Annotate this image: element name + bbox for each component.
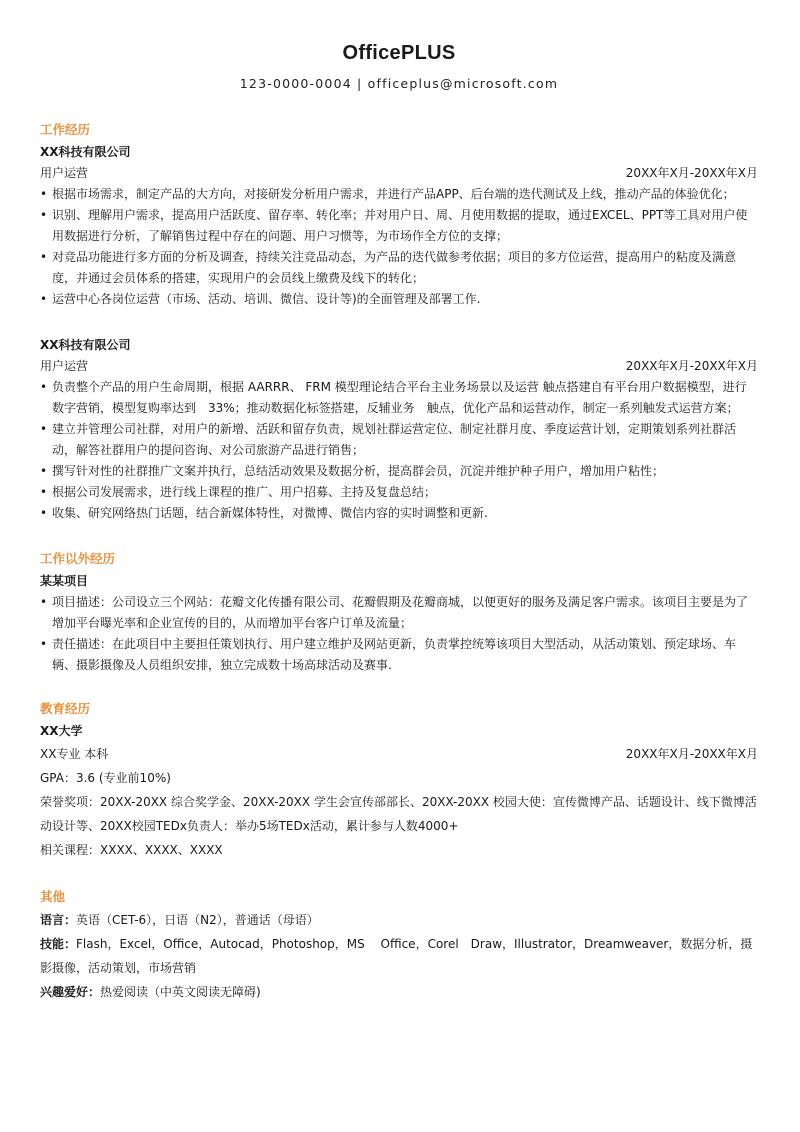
skills-line	[40, 932, 758, 980]
job-role-row	[40, 163, 758, 184]
language-value: 英语（CET-6），日语（N2），普通话（母语）	[76, 913, 319, 927]
education-section-title: 教育经历	[40, 701, 91, 716]
contact-line: 123-0000-0004 | officeplus@microsoft.com	[239, 76, 559, 91]
school-name: XX大学	[40, 724, 83, 738]
skills-label: 技能：	[40, 937, 77, 951]
hobby-line	[40, 980, 758, 1004]
hobby-value: 热爱阅读（中英文阅读无障碍)	[100, 985, 261, 999]
list-item: • 收集、研究网络热门话题，结合新媒体特性，对微博、微信内容的实时调整和更新.	[40, 503, 758, 524]
list-item: • 识别、理解用户需求，提高用户活跃度、留存率、转化率；并对用户日、周、月使用数据的提取，通过EXCEL、PPT等工具对用户使用数据进行分析，了解销售过程中存在的问题、用户习惯等，为市场作全方位的支撑；	[40, 205, 758, 247]
major: XX专业 本科	[40, 747, 109, 761]
list-item: • 撰写针对性的社群推广文案并执行，总结活动效果及数据分析，提高群会员，沉淀并维护种子用户，增加用户粘性；	[40, 461, 758, 482]
major-row	[40, 742, 758, 766]
education-date: 20XX年X月-20XX年X月	[625, 747, 758, 761]
courses: 相关课程：XXXX、XXXX、XXXX	[40, 843, 223, 857]
job-role: 用户运营	[40, 359, 89, 373]
work-section-title: 工作经历	[40, 122, 91, 137]
job-date: 20XX年X月-20XX年X月	[625, 166, 758, 180]
list-item: • 根据市场需求，制定产品的大方向，对接研发分析用户需求，并进行产品APP、后台端的迭代测试及上线，推动产品的体验优化；	[40, 184, 758, 205]
job-bullets	[40, 184, 758, 310]
gpa: GPA：3.6 (专业前10%)	[40, 771, 171, 785]
education-section	[40, 698, 758, 862]
project-bullets	[40, 592, 758, 676]
list-item: • 负责整个产品的用户生命周期，根据 AARRR、 FRM 模型理论结合平台主业务场景以及运营 触点搭建自有平台用户数据模型，进行数字营销，模型复购率达到 33%；推动数据化标签搭建，反辅业务 触点，优化产品和运营动作，制定一系列触发式运营方案；	[40, 377, 758, 419]
list-item: • 责任描述：在此项目中主要担任策划执行、用户建立维护及网站更新，负责掌控统筹该项目大型活动，从活动策划、预定球场、车辆、摄影摄像及人员组织安排，独立完成数十场高球活动及赛事.	[40, 634, 758, 676]
list-item: • 运营中心各岗位运营（市场、活动、培训、微信、设计等)的全面管理及部署工作.	[40, 289, 758, 310]
list-item: • 根据公司发展需求，进行线上课程的推广、用户招募、主持及复盘总结；	[40, 482, 758, 503]
company-name: XX科技有限公司	[40, 145, 131, 159]
hobby-label: 兴趣爱好：	[40, 985, 101, 999]
list-item: • 项目描述：公司设立三个网站：花瓣文化传播有限公司、花瓣假期及花瓣商城，以便更好的服务及满足客户需求。该项目主要是为了增加平台曝光率和企业宣传的目的，从而增加平台客户订单及流量；	[40, 592, 758, 634]
work-section	[40, 119, 758, 524]
honors: 荣誉奖项：20XX-20XX 综合奖学金、20XX-20XX 学生会宣传部部长、20XX-20XX 校园大使：宣传微博产品、话题设计、线下微博活动设计等、20XX校园TEDx负责人：举办5场TEDx活动，累计参与人数4000+	[40, 795, 757, 833]
company-name: XX科技有限公司	[40, 338, 131, 352]
resume-name: OfficePLUS	[342, 42, 456, 64]
other-section	[40, 886, 758, 1004]
job-role: 用户运营	[40, 166, 89, 180]
language-line	[40, 908, 758, 932]
job-entry-1	[40, 141, 758, 310]
skills-value: Flash，Excel，Office，Autocad，Photoshop，MS Office，Corel Draw，Illustrator，Dreamweaver，数据分析，摄影摄像，活动策划，市场营销	[40, 937, 753, 975]
extra-section	[40, 548, 758, 676]
job-entry-2	[40, 334, 758, 524]
extra-section-title: 工作以外经历	[40, 551, 116, 566]
project-name: 某某项目	[40, 574, 89, 588]
job-date: 20XX年X月-20XX年X月	[625, 359, 758, 373]
list-item: • 对竞品功能进行多方面的分析及调查，持续关注竞品动态，为产品的迭代做参考依据；项目的多方位运营，提高用户的粘度及满意度，并通过会员体系的搭建，实现用户的会员线上缴费及线下的转化；	[40, 247, 758, 289]
job-bullets	[40, 377, 758, 524]
job-role-row	[40, 356, 758, 377]
list-item: • 建立并管理公司社群，对用户的新增、活跃和留存负责，规划社群运营定位、制定社群月度、季度运营计划，定期策划系列社群活动，解答社群用户的提问咨询、对公司旅游产品进行销售；	[40, 419, 758, 461]
language-label: 语言：	[40, 913, 77, 927]
other-section-title: 其他	[40, 889, 66, 904]
